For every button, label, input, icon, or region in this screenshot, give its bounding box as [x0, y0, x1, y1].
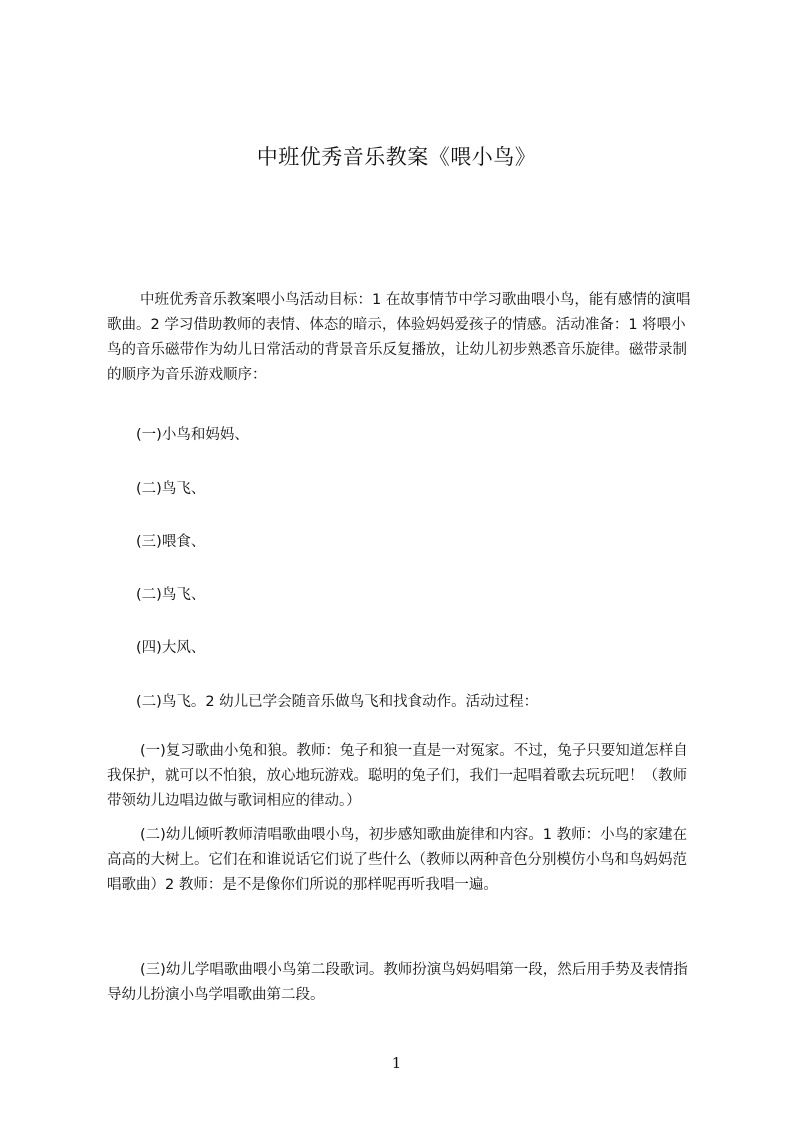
sequence-item: (四)大风、	[136, 640, 206, 656]
intro-paragraph: 中班优秀音乐教案喂小鸟活动目标：1 在故事情节中学习歌曲喂小鸟，能有感情的演唱歌曲。2 学习借助教师的表情、体态的暗示，体验妈妈爱孩子的情感。活动准备：1 将喂小鸟的音乐磁带作为幼儿日常活动的背景音乐反复播放，让幼儿初步熟悉音乐旋律。磁带录制的顺序为音乐游戏顺序：	[107, 292, 691, 383]
page-number: 1	[391, 1054, 402, 1072]
step-two-paragraph: (二)幼儿倾听教师清唱歌曲喂小鸟，初步感知歌曲旋律和内容。1 教师：小鸟的家建在高高的大树上。它们在和谁说话它们说了些什么（教师以两种音色分别模仿小鸟和鸟妈妈范唱歌曲）2 教师：是不是像你们所说的那样呢再听我唱一遍。	[107, 827, 688, 893]
sequence-item: (一)小鸟和妈妈、	[136, 427, 249, 443]
sequence-item: (二)鸟飞、	[136, 481, 206, 497]
sequence-item: (二)鸟飞。2 幼儿已学会随音乐做鸟飞和找食动作。活动过程：	[136, 694, 539, 710]
step-one-paragraph: (一)复习歌曲小兔和狼。教师：兔子和狼一直是一对冤家。不过，兔子只要知道怎样自我保护，就可以不怕狼，放心地玩游戏。聪明的兔子们，我们一起唱着歌去玩玩吧！（教师带领幼儿边唱边做与歌词相应的律动。）	[107, 743, 688, 809]
document-title: 中班优秀音乐教案《喂小鸟》	[256, 145, 537, 169]
sequence-item: (二)鸟飞、	[136, 587, 206, 603]
step-three-paragraph: (三)幼儿学唱歌曲喂小鸟第二段歌词。教师扮演鸟妈妈唱第一段，然后用手势及表情指导幼儿扮演小鸟学唱歌曲第二段。	[107, 962, 688, 1003]
sequence-item: (三)喂食、	[136, 534, 206, 550]
